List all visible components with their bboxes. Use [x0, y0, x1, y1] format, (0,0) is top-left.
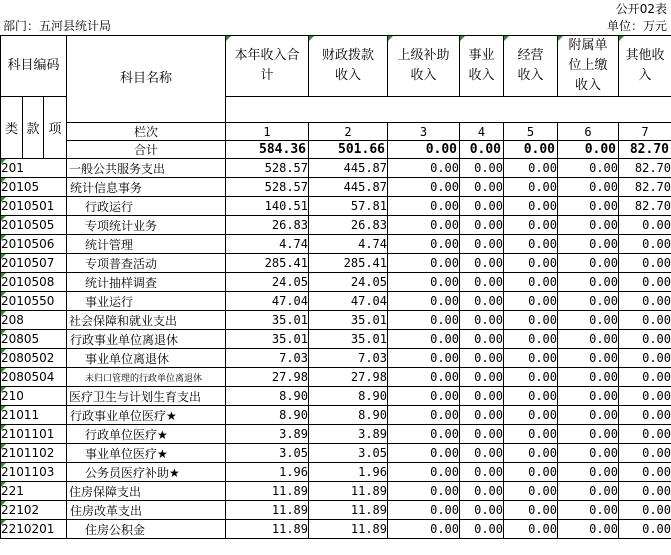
- total-value: 82.70: [619, 141, 671, 159]
- amount-cell: 8.90: [226, 387, 309, 406]
- subject-name-cell: 住房公积金: [67, 520, 226, 539]
- subject-name-cell: 医疗卫生与计划生育支出: [67, 387, 226, 406]
- amount-cell: 3.89: [309, 425, 388, 444]
- amount-cell: 0.00: [388, 178, 460, 197]
- amount-cell: 0.00: [388, 216, 460, 235]
- form-number: 公开02表: [615, 2, 667, 16]
- amount-cell: 0.00: [388, 482, 460, 501]
- amount-cell: 82.70: [619, 197, 671, 216]
- total-value: 584.36: [226, 141, 309, 159]
- amount-cell: 0.00: [388, 520, 460, 539]
- subject-code-cell: 22102: [1, 501, 67, 520]
- col-header-subject-code: 科目编码: [1, 36, 67, 97]
- amount-cell: 11.89: [226, 520, 309, 539]
- table-row: [1, 501, 671, 520]
- income-report-table: [0, 35, 671, 539]
- amount-cell: 0.00: [558, 235, 619, 254]
- amount-cell: 0.00: [504, 254, 558, 273]
- column-number-row: [1, 123, 671, 141]
- amount-cell: 0.00: [460, 159, 504, 178]
- amount-cell: 0.00: [504, 311, 558, 330]
- amount-cell: 57.81: [309, 197, 388, 216]
- amount-cell: 0.00: [504, 235, 558, 254]
- subject-name-cell: 事业单位医疗★: [67, 444, 226, 463]
- subject-code-cell: 2101103: [1, 463, 67, 482]
- amount-cell: 0.00: [388, 387, 460, 406]
- unit-label: 单位：万元: [606, 19, 667, 33]
- column-number: 6: [558, 123, 619, 141]
- amount-cell: 0.00: [388, 159, 460, 178]
- amount-cell: 0.00: [619, 368, 671, 387]
- amount-cell: 11.89: [309, 482, 388, 501]
- table-row: [1, 482, 671, 501]
- amount-cell: 0.00: [460, 178, 504, 197]
- column-number: 2: [309, 123, 388, 141]
- table-row: [1, 235, 671, 254]
- amount-cell: 0.00: [619, 520, 671, 539]
- amount-cell: 24.05: [226, 273, 309, 292]
- amount-cell: 0.00: [460, 501, 504, 520]
- amount-cell: 0.00: [619, 425, 671, 444]
- col-header-superior-subsidy: [388, 36, 460, 97]
- amount-cell: 0.00: [388, 235, 460, 254]
- table-row: [1, 292, 671, 311]
- amount-cell: 0.00: [460, 425, 504, 444]
- col-header-affiliated-units-income: [558, 36, 619, 97]
- col-header-fiscal-appropriation: [309, 36, 388, 97]
- amount-cell: 0.00: [619, 463, 671, 482]
- amount-cell: 0.00: [558, 330, 619, 349]
- col-header-other-income-text: 其他收入: [625, 48, 665, 83]
- amount-cell: 0.00: [619, 406, 671, 425]
- amount-cell: 35.01: [309, 311, 388, 330]
- amount-cell: 26.83: [309, 216, 388, 235]
- amount-cell: 0.00: [388, 330, 460, 349]
- amount-cell: 285.41: [226, 254, 309, 273]
- subject-code-cell: 2080504: [1, 368, 67, 387]
- report-meta-line: [0, 17, 671, 35]
- subject-code-cell: 20805: [1, 330, 67, 349]
- amount-cell: 47.04: [309, 292, 388, 311]
- table-row: [1, 159, 671, 178]
- amount-cell: 0.00: [558, 311, 619, 330]
- subject-code-cell: 21011: [1, 406, 67, 425]
- table-row: [1, 463, 671, 482]
- subject-name-cell: 社会保障和就业支出: [67, 311, 226, 330]
- total-value: 0.00: [460, 141, 504, 159]
- amount-cell: 0.00: [504, 368, 558, 387]
- total-label: 合计: [67, 141, 226, 159]
- col-header-fiscal-appropriation-text: 财政拨款收入: [321, 48, 374, 83]
- amount-cell: 0.00: [388, 292, 460, 311]
- amount-cell: 0.00: [504, 159, 558, 178]
- amount-cell: 0.00: [558, 520, 619, 539]
- amount-cell: 7.03: [226, 349, 309, 368]
- col-header-xiang: 项: [44, 97, 67, 159]
- table-row: [1, 311, 671, 330]
- col-header-business-income-text: 事业收入: [468, 48, 495, 83]
- amount-cell: 0.00: [460, 216, 504, 235]
- amount-cell: 7.03: [309, 349, 388, 368]
- amount-cell: 35.01: [309, 330, 388, 349]
- amount-cell: 0.00: [558, 482, 619, 501]
- amount-cell: 0.00: [558, 178, 619, 197]
- amount-cell: 0.00: [504, 216, 558, 235]
- amount-cell: 3.89: [226, 425, 309, 444]
- amount-cell: 0.00: [388, 425, 460, 444]
- amount-cell: 0.00: [460, 444, 504, 463]
- amount-cell: 27.98: [309, 368, 388, 387]
- amount-cell: 0.00: [558, 159, 619, 178]
- amount-cell: 0.00: [460, 235, 504, 254]
- amount-cell: 0.00: [388, 444, 460, 463]
- amount-cell: 0.00: [388, 349, 460, 368]
- amount-cell: 0.00: [460, 311, 504, 330]
- total-value: 501.66: [309, 141, 388, 159]
- subject-code-cell: 20105: [1, 178, 67, 197]
- column-number: 4: [460, 123, 504, 141]
- header-row: [1, 36, 671, 97]
- subject-name-cell: 未归口管理的行政单位离退休: [67, 368, 226, 387]
- subject-code-cell: 2101102: [1, 444, 67, 463]
- amount-cell: 0.00: [504, 425, 558, 444]
- amount-cell: 0.00: [619, 330, 671, 349]
- column-number: 1: [226, 123, 309, 141]
- amount-cell: 0.00: [460, 197, 504, 216]
- col-header-kuan: 款: [23, 97, 44, 159]
- total-row: [1, 141, 671, 159]
- subject-code-cell: 2010550: [1, 292, 67, 311]
- amount-cell: 0.00: [558, 254, 619, 273]
- amount-cell: 82.70: [619, 159, 671, 178]
- subject-name-cell: 行政运行: [67, 197, 226, 216]
- amount-cell: 0.00: [504, 178, 558, 197]
- amount-cell: 24.05: [309, 273, 388, 292]
- amount-cell: 0.00: [558, 463, 619, 482]
- amount-cell: 11.89: [309, 501, 388, 520]
- amount-cell: 3.05: [309, 444, 388, 463]
- amount-cell: 0.00: [619, 444, 671, 463]
- total-value: 0.00: [558, 141, 619, 159]
- amount-cell: 35.01: [226, 311, 309, 330]
- department-label: 部门：五河县统计局: [3, 19, 112, 33]
- subject-name-cell: 统计抽样调查: [67, 273, 226, 292]
- amount-cell: 0.00: [460, 387, 504, 406]
- amount-cell: 4.74: [226, 235, 309, 254]
- col-header-lei: 类: [1, 97, 23, 159]
- table-row: [1, 197, 671, 216]
- amount-cell: 0.00: [504, 444, 558, 463]
- subject-code-cell: 221: [1, 482, 67, 501]
- amount-cell: 0.00: [558, 349, 619, 368]
- amount-cell: 0.00: [619, 254, 671, 273]
- amount-cell: 0.00: [504, 520, 558, 539]
- amount-cell: 0.00: [460, 292, 504, 311]
- amount-cell: 0.00: [558, 197, 619, 216]
- column-number: 5: [504, 123, 558, 141]
- amount-cell: 0.00: [504, 330, 558, 349]
- amount-cell: 0.00: [558, 406, 619, 425]
- amount-cell: 0.00: [388, 254, 460, 273]
- amount-cell: 0.00: [460, 349, 504, 368]
- amount-cell: 0.00: [558, 387, 619, 406]
- amount-cell: 0.00: [619, 235, 671, 254]
- amount-cell: 0.00: [619, 387, 671, 406]
- amount-cell: 0.00: [460, 463, 504, 482]
- amount-cell: 35.01: [226, 330, 309, 349]
- amount-cell: 285.41: [309, 254, 388, 273]
- amount-cell: 4.74: [309, 235, 388, 254]
- form-number-line: [0, 0, 671, 18]
- subject-name-cell: 事业运行: [67, 292, 226, 311]
- amount-cell: 0.00: [388, 311, 460, 330]
- amount-cell: 0.00: [619, 311, 671, 330]
- amount-cell: 0.00: [460, 406, 504, 425]
- table-row: [1, 330, 671, 349]
- amount-cell: 0.00: [558, 292, 619, 311]
- amount-cell: 26.83: [226, 216, 309, 235]
- col-header-superior-subsidy-text: 上级补助收入: [397, 48, 450, 83]
- amount-cell: 0.00: [388, 197, 460, 216]
- amount-cell: 0.00: [388, 368, 460, 387]
- amount-cell: 0.00: [619, 292, 671, 311]
- table-row: [1, 425, 671, 444]
- amount-cell: 3.05: [226, 444, 309, 463]
- total-value: 0.00: [388, 141, 460, 159]
- subject-name-cell: 住房改革支出: [67, 501, 226, 520]
- subject-name-cell: 统计管理: [67, 235, 226, 254]
- amount-cell: 82.70: [619, 178, 671, 197]
- table-row: [1, 520, 671, 539]
- col-header-annual-income-total: [226, 36, 309, 97]
- amount-cell: 1.96: [309, 463, 388, 482]
- subject-code-cell: 2210201: [1, 520, 67, 539]
- amount-cell: 0.00: [558, 216, 619, 235]
- col-header-affiliated-units-income-text: 附属单位上缴收入: [568, 38, 608, 93]
- table-row: [1, 444, 671, 463]
- amount-cell: 445.87: [309, 178, 388, 197]
- amount-cell: 0.00: [504, 349, 558, 368]
- amount-cell: 445.87: [309, 159, 388, 178]
- amount-cell: 0.00: [504, 406, 558, 425]
- amount-cell: 8.90: [309, 387, 388, 406]
- table-row: [1, 216, 671, 235]
- amount-cell: 0.00: [504, 197, 558, 216]
- column-label: 栏次: [67, 123, 226, 141]
- col-header-annual-income-total-text: 本年收入合计: [234, 48, 300, 83]
- amount-cell: 0.00: [504, 463, 558, 482]
- col-header-operating-income-text: 经营收入: [517, 48, 544, 83]
- column-number: 7: [619, 123, 671, 141]
- amount-cell: 528.57: [226, 159, 309, 178]
- amount-cell: 0.00: [460, 482, 504, 501]
- amount-cell: 0.00: [504, 292, 558, 311]
- subject-code-cell: 2080502: [1, 349, 67, 368]
- amount-cell: 0.00: [460, 273, 504, 292]
- subject-code-cell: 2010501: [1, 197, 67, 216]
- subject-name-cell: 公务员医疗补助★: [67, 463, 226, 482]
- amount-cell: 528.57: [226, 178, 309, 197]
- amount-cell: 0.00: [460, 520, 504, 539]
- subject-name-cell: 行政单位医疗★: [67, 425, 226, 444]
- table-row: [1, 273, 671, 292]
- amount-cell: 0.00: [504, 501, 558, 520]
- subject-name-cell: 专项统计业务: [67, 216, 226, 235]
- amount-cell: 0.00: [558, 444, 619, 463]
- subject-name-cell: 事业单位离退休: [67, 349, 226, 368]
- amount-cell: 0.00: [619, 349, 671, 368]
- table-row: [1, 254, 671, 273]
- amount-cell: 0.00: [460, 330, 504, 349]
- amount-cell: 11.89: [309, 520, 388, 539]
- col-header-subject-name: 科目名称: [67, 36, 226, 123]
- amount-cell: 0.00: [504, 482, 558, 501]
- subject-name-cell: 统计信息事务: [67, 178, 226, 197]
- amount-cell: 0.00: [619, 273, 671, 292]
- subject-name-cell: 行政事业单位医疗★: [67, 406, 226, 425]
- col-header-business-income: [460, 36, 504, 97]
- subject-code-cell: 2010507: [1, 254, 67, 273]
- subject-name-cell: 一般公共服务支出: [67, 159, 226, 178]
- table-row: [1, 368, 671, 387]
- total-value: 0.00: [504, 141, 558, 159]
- amount-cell: 0.00: [558, 368, 619, 387]
- amount-cell: 0.00: [558, 425, 619, 444]
- amount-cell: 0.00: [388, 501, 460, 520]
- amount-cell: 47.04: [226, 292, 309, 311]
- subject-code-cell: 2010508: [1, 273, 67, 292]
- amount-cell: 0.00: [388, 273, 460, 292]
- amount-cell: 0.00: [619, 482, 671, 501]
- subject-code-cell: 2101101: [1, 425, 67, 444]
- column-number: 3: [388, 123, 460, 141]
- table-row: [1, 349, 671, 368]
- subject-name-cell: 住房保障支出: [67, 482, 226, 501]
- amount-cell: 0.00: [388, 406, 460, 425]
- subject-code-cell: 210: [1, 387, 67, 406]
- amount-cell: 0.00: [504, 387, 558, 406]
- table-row: [1, 178, 671, 197]
- amount-cell: 0.00: [619, 501, 671, 520]
- amount-cell: 1.96: [226, 463, 309, 482]
- col-header-other-income: [619, 36, 671, 97]
- amount-cell: 8.90: [226, 406, 309, 425]
- subject-code-cell: 2010506: [1, 235, 67, 254]
- amount-cell: 0.00: [619, 216, 671, 235]
- table-row: [1, 406, 671, 425]
- subject-name-cell: 专项普查活动: [67, 254, 226, 273]
- amount-cell: 11.89: [226, 501, 309, 520]
- amount-cell: 0.00: [460, 368, 504, 387]
- amount-cell: 0.00: [558, 273, 619, 292]
- amount-cell: 0.00: [460, 254, 504, 273]
- subject-code-cell: 208: [1, 311, 67, 330]
- col-header-operating-income: [504, 36, 558, 97]
- subject-code-cell: 201: [1, 159, 67, 178]
- header-spacer: [226, 97, 671, 123]
- amount-cell: 11.89: [226, 482, 309, 501]
- subject-code-cell: 2010505: [1, 216, 67, 235]
- amount-cell: 140.51: [226, 197, 309, 216]
- amount-cell: 0.00: [388, 463, 460, 482]
- amount-cell: 27.98: [226, 368, 309, 387]
- amount-cell: 0.00: [558, 501, 619, 520]
- amount-cell: 0.00: [504, 273, 558, 292]
- amount-cell: 8.90: [309, 406, 388, 425]
- subject-name-cell: 行政事业单位离退休: [67, 330, 226, 349]
- table-row: [1, 387, 671, 406]
